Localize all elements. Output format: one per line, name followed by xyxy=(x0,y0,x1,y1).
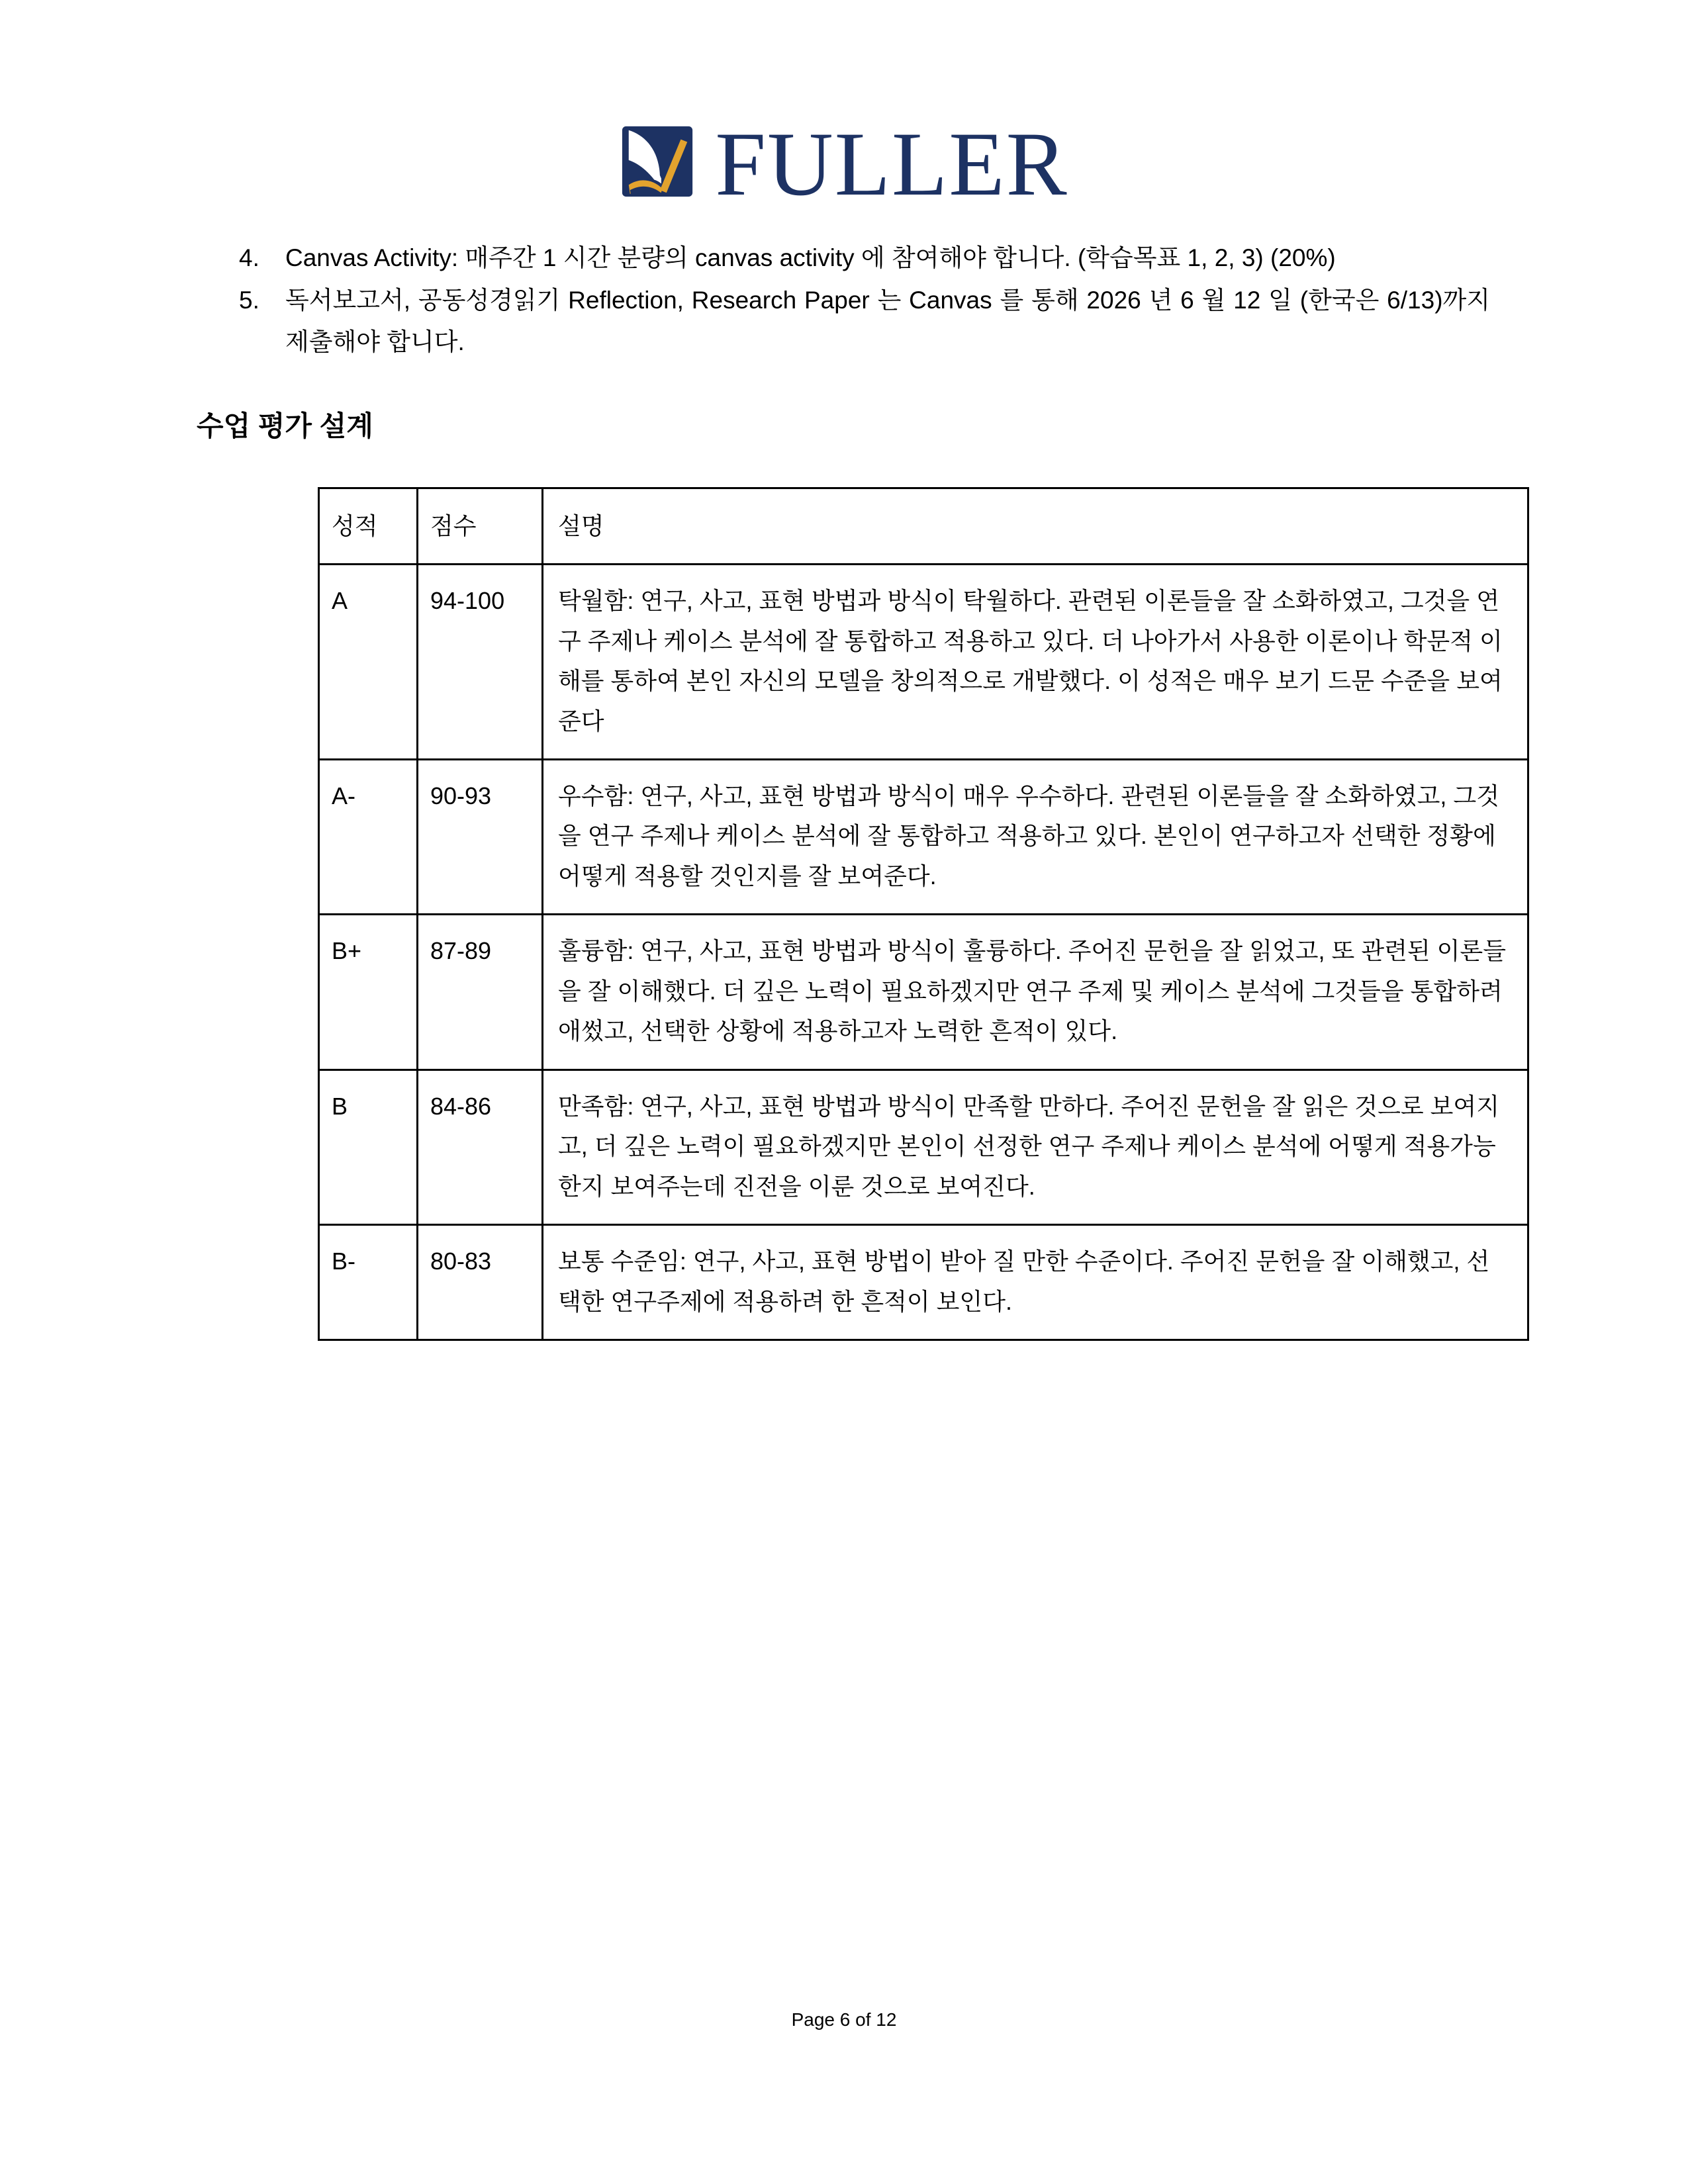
cell-score: 80-83 xyxy=(418,1225,543,1340)
table-row xyxy=(319,915,1528,1069)
fuller-wordmark: FULLER xyxy=(715,113,1068,214)
cell-grade: B- xyxy=(319,1225,418,1340)
cell-grade: A- xyxy=(319,760,418,915)
table-header-row xyxy=(319,488,1528,564)
cell-description: 우수함: 연구, 사고, 표현 방법과 방식이 매우 우수하다. 관련된 이론들을 잘 소화하였고, 그것을 연구 주제나 케이스 분석에 잘 통합하고 적용하고 있다. 본인이 연구하고자 선택한 정황에 어떻게 적용할 것인지를 잘 보여준다. xyxy=(543,760,1528,915)
cell-score: 90-93 xyxy=(418,760,543,915)
page-footer xyxy=(0,2009,1688,2030)
column-header-description: 설명 xyxy=(543,488,1528,564)
column-header-score: 점수 xyxy=(418,488,543,564)
cell-description: 탁월함: 연구, 사고, 표현 방법과 방식이 탁월하다. 관련된 이론들을 잘 소화하였고, 그것을 연구 주제나 케이스 분석에 잘 통합하고 적용하고 있다. 더 나아가서 사용한 이론이나 학문적 이해를 통하여 본인 자신의 모델을 창의적으로 개발했다. 이 성적은 매우 보기 드문 수준을 보여준다 xyxy=(543,565,1528,760)
table-row xyxy=(319,1225,1528,1340)
cell-score: 87-89 xyxy=(418,915,543,1069)
list-item-text: 독서보고서, 공동성경읽기 Reflection, Research Paper 는 Canvas 를 통해 2026 년 6 월 12 일 (한국은 6/13)까지 제출해야 합니다. xyxy=(285,286,1490,356)
cell-score: 84-86 xyxy=(418,1069,543,1224)
cell-description: 만족함: 연구, 사고, 표현 방법과 방식이 만족할 만하다. 주어진 문헌을 잘 읽은 것으로 보여지고, 더 깊은 노력이 필요하겠지만 본인이 선정한 연구 주제나 케이스 분석에 어떻게 적용가능한지 보여주는데 진전을 이룬 것으로 보여진다. xyxy=(543,1069,1528,1224)
cell-grade: B xyxy=(319,1069,418,1224)
cell-description: 보통 수준임: 연구, 사고, 표현 방법이 받아 질 만한 수준이다. 주어진 문헌을 잘 이해했고, 선택한 연구주제에 적용하려 한 흔적이 보인다. xyxy=(543,1225,1528,1340)
cell-description: 훌륭함: 연구, 사고, 표현 방법과 방식이 훌륭하다. 주어진 문헌을 잘 읽었고, 또 관련된 이론들을 잘 이해했다. 더 깊은 노력이 필요하겠지만 연구 주제 및 케이스 분석에 그것들을 통합하려 애썼고, 선택한 상황에 적용하고자 노력한 흔적이 있다. xyxy=(543,915,1528,1069)
section-title: 수업 평가 설계 xyxy=(197,410,373,441)
table-row xyxy=(319,1069,1528,1224)
list-item-text: Canvas Activity: 매주간 1 시간 분량의 canvas activity 에 참여해야 합니다. (학습목표 1, 2, 3) (20%) xyxy=(285,244,1336,271)
requirements-list xyxy=(195,207,1493,363)
list-item xyxy=(235,279,1493,363)
table-row xyxy=(319,760,1528,915)
fuller-logo xyxy=(620,113,1068,214)
cell-score: 94-100 xyxy=(418,565,543,760)
grading-rubric-table xyxy=(318,487,1529,1342)
open-book-icon xyxy=(620,122,698,201)
page-number-label: Page 6 of 12 xyxy=(791,2009,897,2030)
list-item xyxy=(235,237,1493,279)
list-item-marker: 4. xyxy=(239,244,259,271)
page-header xyxy=(0,0,1688,214)
list-item-marker: 5. xyxy=(239,286,259,314)
column-header-grade: 성적 xyxy=(319,488,418,564)
cell-grade: B+ xyxy=(319,915,418,1069)
table-row xyxy=(319,565,1528,760)
page-content xyxy=(195,207,1506,1341)
cell-grade: A xyxy=(319,565,418,760)
